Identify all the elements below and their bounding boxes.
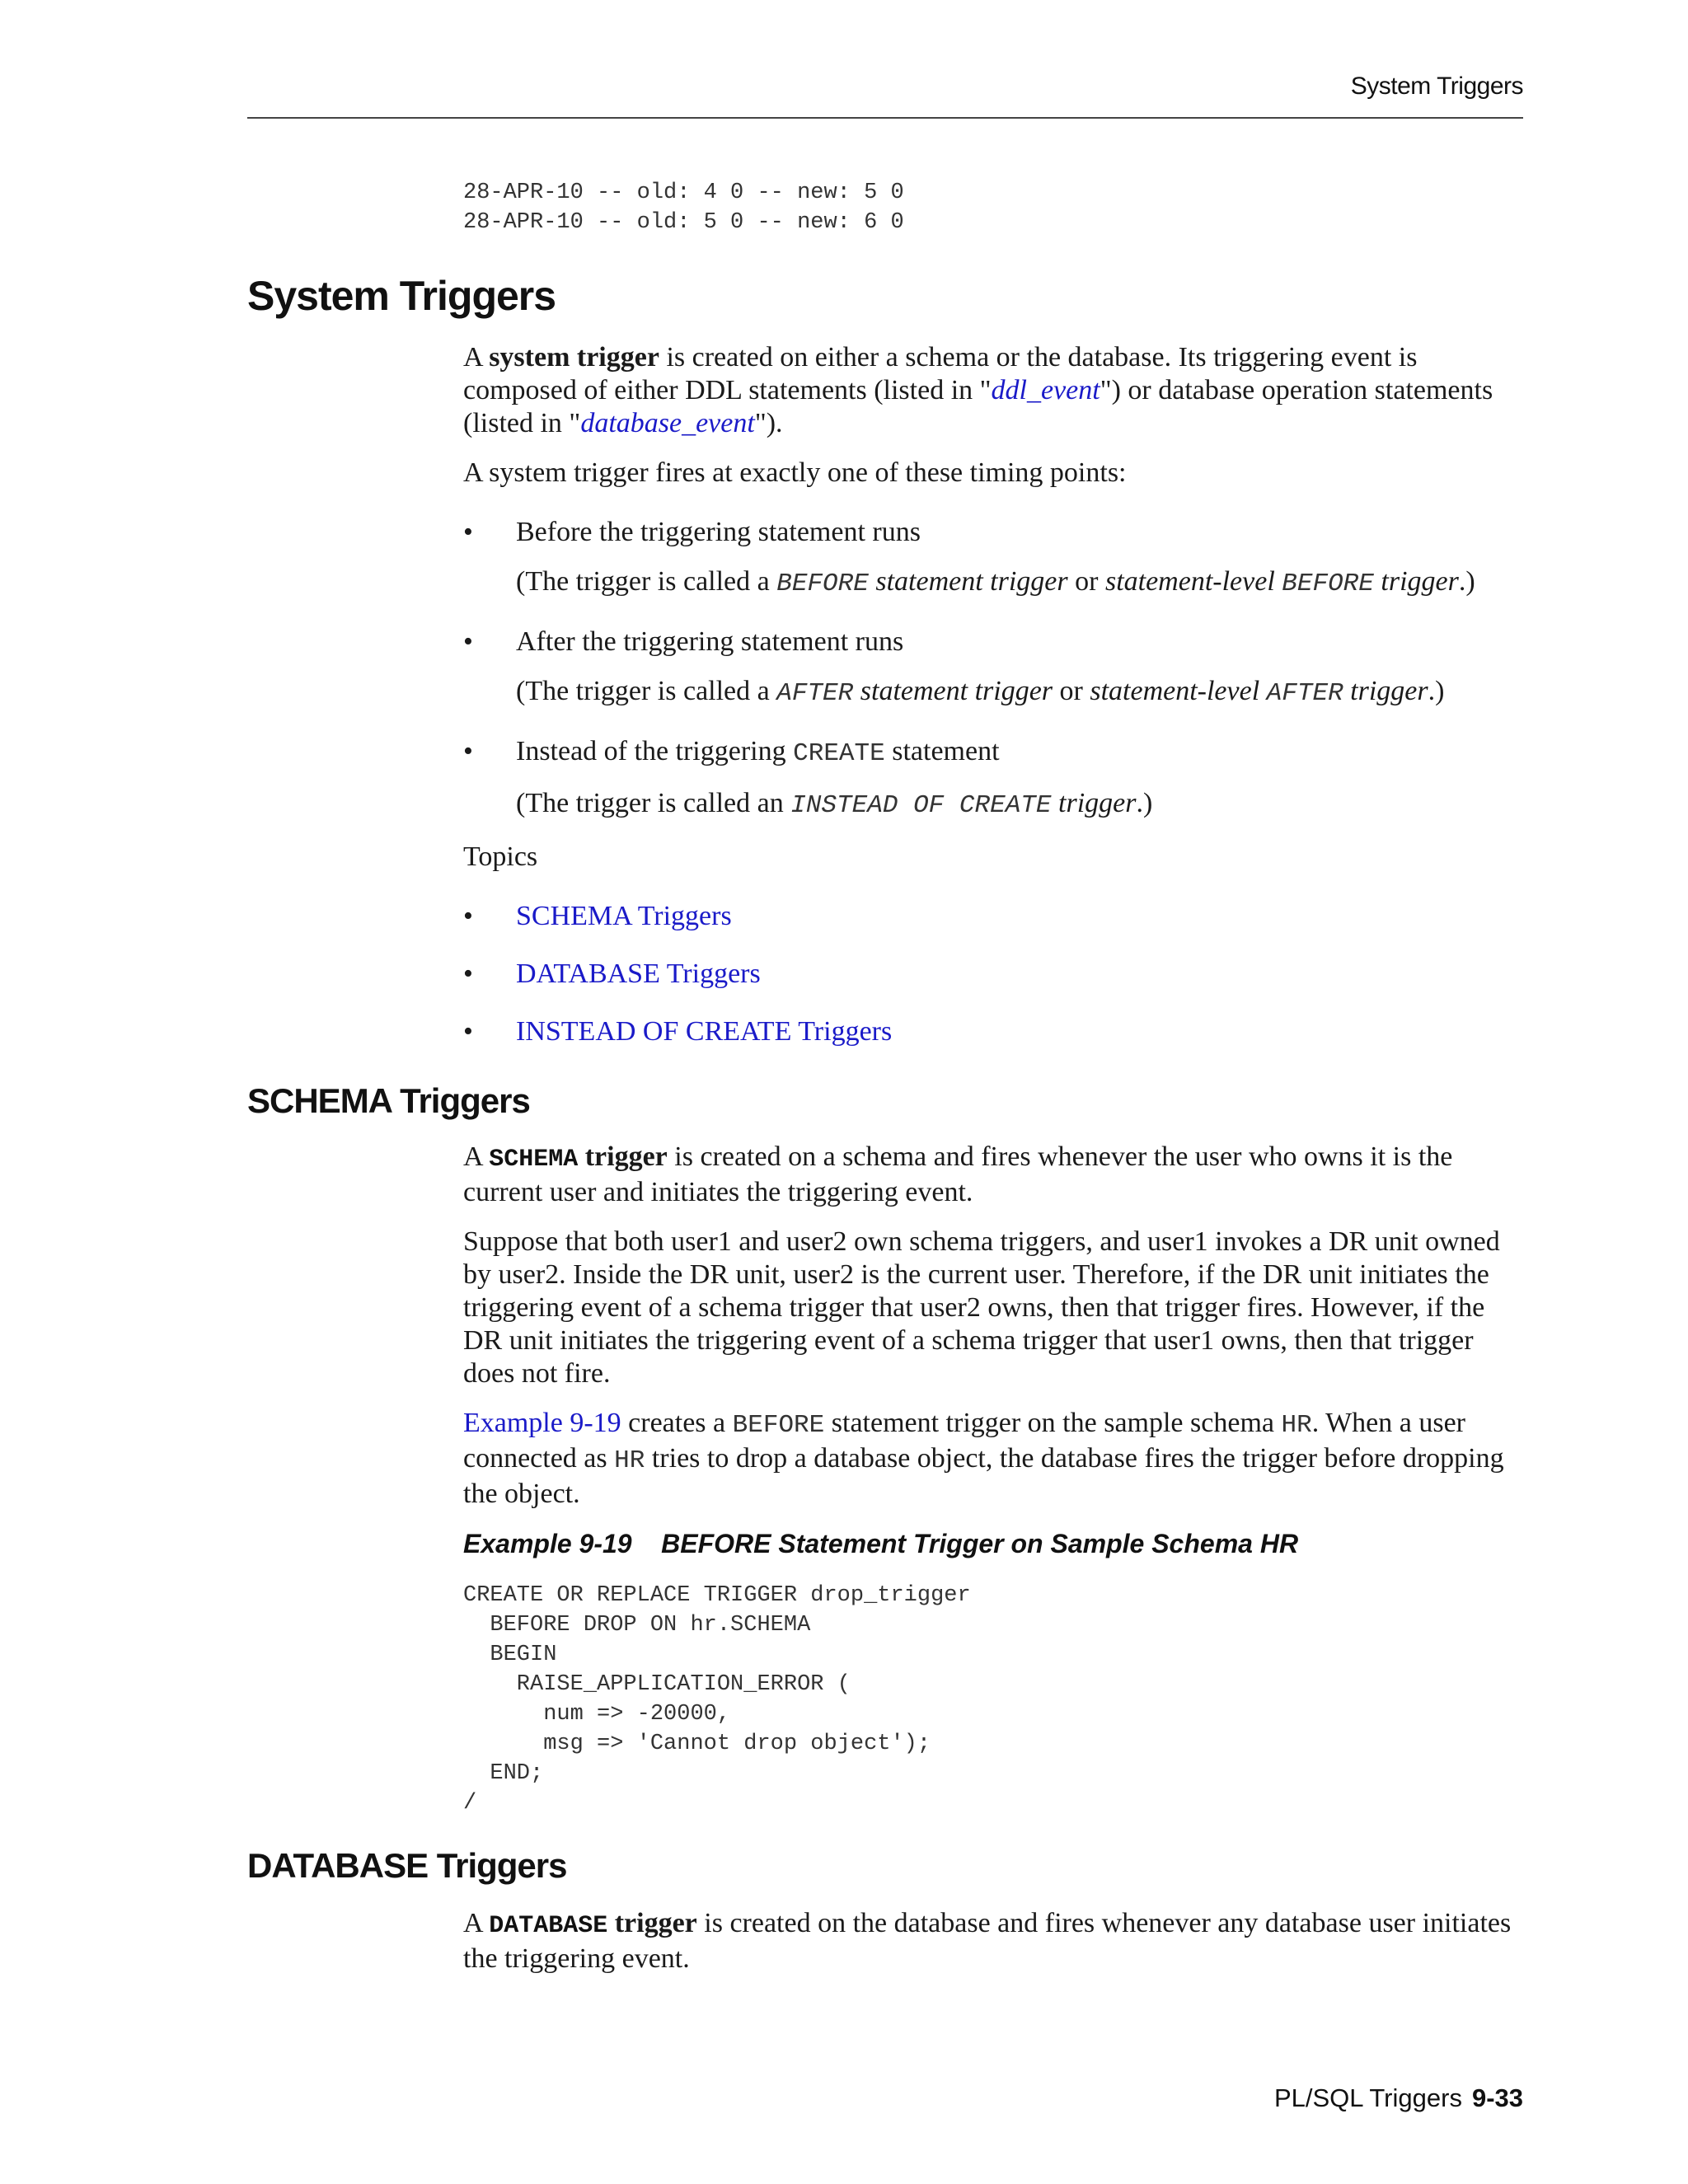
code-line: BEFORE DROP ON hr.SCHEMA [463, 1613, 811, 1638]
topic-link-instead-of-create-triggers[interactable]: INSTEAD OF CREATE Triggers [516, 1016, 893, 1047]
code-line: END; [463, 1761, 544, 1786]
paragraph: A SCHEMA trigger is created on a schema and fires whenever the user who owns it is the current user and initiates the triggering event. [463, 1141, 1453, 1207]
page-footer [247, 2083, 1523, 2113]
topic-link-schema-triggers[interactable]: SCHEMA Triggers [516, 901, 732, 931]
topics-label: Topics [463, 841, 538, 872]
code-line: num => -20000, [463, 1702, 731, 1727]
page-number: 9-33 [1471, 2083, 1523, 2112]
database-event-link[interactable]: database_event [580, 408, 755, 438]
code-line: msg => 'Cannot drop object'); [463, 1732, 931, 1756]
paragraph: A system trigger fires at exactly one of these timing points: [463, 457, 1127, 488]
section-heading-database-triggers: DATABASE Triggers [247, 1846, 567, 1885]
bullet-icon: • [463, 1016, 473, 1047]
database-triggers-body [463, 1907, 1526, 1975]
paragraph: A DATABASE trigger is created on the database and fires whenever any database user initiates the triggering event. [463, 1908, 1512, 1974]
list-item: • Instead of the triggering CREATE statement (The trigger is called an INSTEAD OF CREATE trigger.) [463, 736, 1153, 820]
section-heading-schema-triggers: SCHEMA Triggers [247, 1081, 530, 1120]
footer-section-title: PL/SQL Triggers [1273, 2083, 1462, 2112]
example-code-block [463, 1581, 1526, 1818]
code-line: BEGIN [463, 1643, 557, 1667]
system-triggers-body [463, 341, 1526, 1048]
paragraph: A system trigger is created on either a schema or the database. Its triggering event is composed of either DDL statements (listed in "ddl_event") or database operation statements (listed in "database_event"). [463, 342, 1493, 438]
ddl-event-link[interactable]: ddl_event [991, 375, 1100, 405]
bullet-icon: • [463, 736, 473, 766]
code-line: 28-APR-10 -- old: 5 0 -- new: 6 0 [463, 210, 904, 235]
paragraph: Example 9-19 creates a BEFORE statement trigger on the sample schema HR. When a user connected as HR tries to drop a database object, the database fires the trigger before dropping the object. [463, 1408, 1504, 1509]
header-rule [247, 117, 1523, 119]
section-heading-system-triggers: System Triggers [247, 273, 556, 319]
paragraph: Suppose that both user1 and user2 own schema triggers, and user1 invokes a DR unit owned by user2. Inside the DR unit, user2 is the current user. Therefore, if the DR unit initiates the triggering event of a schema trigger that user2 owns, then that trigger fires. However, if the DR unit initiates the triggering event of a schema trigger that user1 owns, then that trigger does not fire. [463, 1226, 1500, 1389]
topic-link-database-triggers[interactable]: DATABASE Triggers [516, 958, 761, 989]
bullet-icon: • [463, 901, 473, 931]
code-line: RAISE_APPLICATION_ERROR ( [463, 1672, 851, 1697]
running-header: System Triggers [1350, 73, 1523, 100]
topic-item [463, 958, 1526, 991]
example-9-19-link[interactable]: Example 9-19 [463, 1408, 621, 1438]
top-code-block [463, 178, 1526, 237]
bullet-icon: • [463, 626, 473, 657]
bullet-icon: • [463, 517, 473, 547]
code-line: 28-APR-10 -- old: 4 0 -- new: 5 0 [463, 180, 904, 205]
topic-item [463, 1015, 1526, 1048]
list-item: • After the triggering statement runs (The trigger is called a AFTER statement trigger or statement-level AFTER trigger.) [463, 626, 1445, 708]
code-line: / [463, 1791, 477, 1816]
bullet-icon: • [463, 958, 473, 989]
code-line: CREATE OR REPLACE TRIGGER drop_trigger [463, 1583, 971, 1608]
topic-item [463, 900, 1526, 933]
list-item: • Before the triggering statement runs (The trigger is called a BEFORE statement trigger or statement-level BEFORE trigger.) [463, 517, 1475, 598]
example-caption: Example 9-19 BEFORE Statement Trigger on Sample Schema HR [463, 1529, 1299, 1558]
term: system trigger [489, 342, 659, 373]
schema-triggers-body [463, 1141, 1526, 1818]
